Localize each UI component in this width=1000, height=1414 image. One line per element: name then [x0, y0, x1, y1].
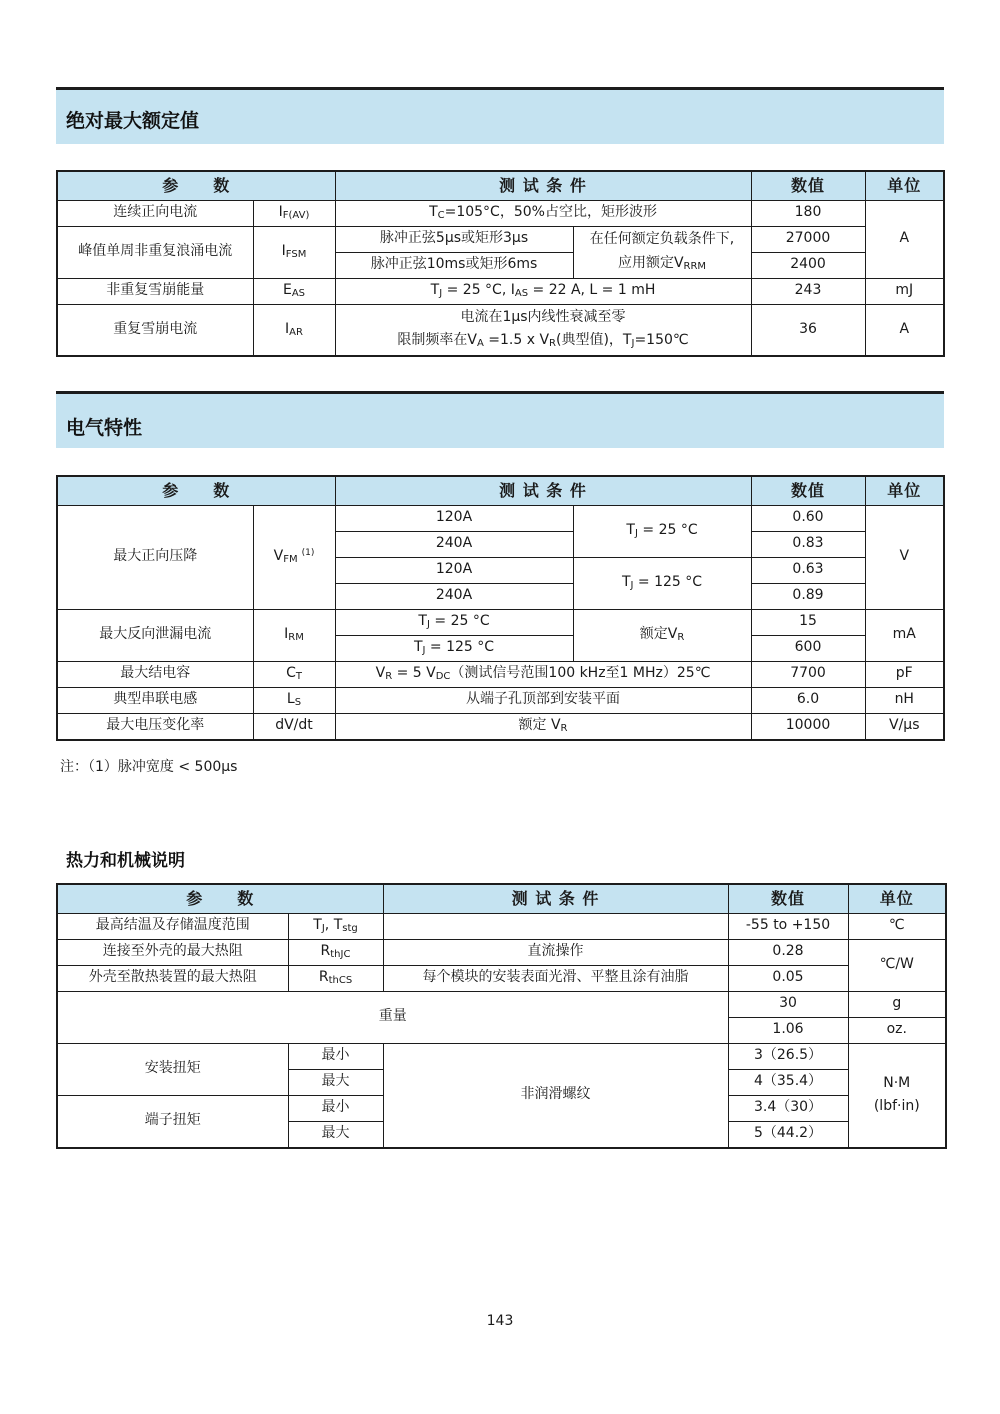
- value-cell: 7700: [751, 661, 865, 687]
- param-name: 最大反向泄漏电流: [57, 609, 253, 661]
- param-name: 连接至外壳的最大热阻: [57, 939, 288, 965]
- param-name: 典型串联电感: [57, 687, 253, 713]
- unit-cell: A: [865, 304, 944, 356]
- value-cell: 4（35.4）: [728, 1069, 848, 1095]
- param-symbol: dV/dt: [253, 713, 335, 740]
- table-row: [57, 278, 944, 304]
- table-row: [57, 661, 944, 687]
- table-header-row: [57, 476, 944, 505]
- section-header-absolute-ratings: [56, 87, 944, 144]
- param-name: 最大正向压降: [57, 505, 253, 609]
- value-cell: 600: [751, 635, 865, 661]
- value-cell: 0.05: [728, 965, 848, 991]
- test-condition: $T_J = 25$ °C, $I_{AS} = 22$ A, L = 1 mH: [335, 278, 751, 304]
- table-row: [57, 713, 944, 740]
- unit-cell: A: [865, 200, 944, 278]
- param-name: 端子扭矩: [57, 1095, 288, 1148]
- param-name: 安装扭矩: [57, 1043, 288, 1095]
- value-cell: 243: [751, 278, 865, 304]
- value-cell: 6.0: [751, 687, 865, 713]
- section-title: 绝对最大额定值: [66, 110, 200, 132]
- test-condition: 120A: [335, 505, 573, 531]
- test-condition: 从端子孔顶部到安装平面: [335, 687, 751, 713]
- test-condition: $T_J = 25$ °C: [573, 505, 751, 557]
- param-name: 外壳至散热装置的最大热阻: [57, 965, 288, 991]
- value-cell: 27000: [751, 226, 865, 252]
- param-symbol: 最大: [288, 1069, 383, 1095]
- header-param: 参 数: [57, 476, 335, 505]
- param-symbol: $E_{AS}$: [253, 278, 335, 304]
- section-title: 电气特性: [66, 417, 143, 439]
- unit-cell: g: [848, 991, 946, 1017]
- header-value: 数值: [728, 884, 848, 913]
- param-name: 最大电压变化率: [57, 713, 253, 740]
- param-symbol: $V_{FM}^{(1)}$: [253, 505, 335, 609]
- header-unit: 单位: [848, 884, 946, 913]
- value-cell: 36: [751, 304, 865, 356]
- electrical-table: [56, 475, 945, 741]
- param-symbol: $I_{RM}$: [253, 609, 335, 661]
- value-cell: 0.63: [751, 557, 865, 583]
- test-condition: $V_R = 5$ $V_{DC}$（测试信号范围100 kHz至1 MHz）25℃: [335, 661, 751, 687]
- value-cell: 0.60: [751, 505, 865, 531]
- param-name: 峰值单周非重复浪涌电流: [57, 226, 253, 278]
- table-row: [57, 965, 946, 991]
- param-name: 重量: [57, 991, 728, 1043]
- absolute-ratings-table: [56, 170, 945, 357]
- param-name: 最大结电容: [57, 661, 253, 687]
- table-row: [57, 609, 944, 635]
- param-name: 最高结温及存储温度范围: [57, 913, 288, 939]
- value-cell: 30: [728, 991, 848, 1017]
- value-cell: 1.06: [728, 1017, 848, 1043]
- unit-cell: N·M (lbf·in): [848, 1043, 946, 1148]
- page-number: 143: [486, 1313, 514, 1329]
- param-symbol: $I_{FSM}$: [253, 226, 335, 278]
- footnote: 注：（1）脉冲宽度 < 500μs: [60, 759, 238, 775]
- test-condition: $T_J = 125$ °C: [573, 557, 751, 609]
- header-cond: 测 试 条 件: [383, 884, 728, 913]
- test-condition: $T_J = 25$ °C: [335, 609, 573, 635]
- param-name: 非重复雪崩能量: [57, 278, 253, 304]
- param-name: 连续正向电流: [57, 200, 253, 226]
- param-symbol: $L_S$: [253, 687, 335, 713]
- test-condition: $T_C=105^\circ C$，50%占空比，矩形波形: [335, 200, 751, 226]
- value-cell: 10000: [751, 713, 865, 740]
- table-header-row: [57, 171, 944, 200]
- section-title-thermal: 热力和机械说明: [66, 851, 185, 871]
- section-header-electrical: [56, 391, 944, 448]
- param-symbol: $I_{AR}$: [253, 304, 335, 356]
- param-symbol: $C_T$: [253, 661, 335, 687]
- unit-cell: ℃: [848, 913, 946, 939]
- header-value: 数值: [751, 171, 865, 200]
- table-row: [57, 913, 946, 939]
- table-row: [57, 226, 944, 252]
- thermal-mechanical-table: [56, 883, 947, 1149]
- unit-cell: ℃/W: [848, 939, 946, 991]
- test-condition: 直流操作: [383, 939, 728, 965]
- unit-cell: nH: [865, 687, 944, 713]
- param-symbol: $I_{F(AV)}$: [253, 200, 335, 226]
- param-symbol: 最小: [288, 1043, 383, 1069]
- unit-cell: V/μs: [865, 713, 944, 740]
- param-symbol: $R_{thJC}$: [288, 939, 383, 965]
- table-row: [57, 505, 944, 531]
- test-condition: 电流在1μs内线性衰减至零 限制频率在$V_A =1.5$ x $V_R$(典型值)，$T_J=150℃$: [335, 304, 751, 356]
- header-param: 参 数: [57, 884, 383, 913]
- value-cell: 3.4（30）: [728, 1095, 848, 1121]
- value-cell: 3（26.5）: [728, 1043, 848, 1069]
- test-condition: 额定 $V_R$: [335, 713, 751, 740]
- test-condition: 240A: [335, 531, 573, 557]
- value-cell: 2400: [751, 252, 865, 278]
- unit-cell: mJ: [865, 278, 944, 304]
- unit-cell: pF: [865, 661, 944, 687]
- header-unit: 单位: [865, 476, 944, 505]
- header-cond: 测 试 条 件: [335, 476, 751, 505]
- param-symbol: $R_{thCS}$: [288, 965, 383, 991]
- test-condition: 240A: [335, 583, 573, 609]
- test-condition: 脉冲正弦10ms或矩形6ms: [335, 252, 573, 278]
- unit-cell: V: [865, 505, 944, 609]
- value-cell: 180: [751, 200, 865, 226]
- test-condition: 120A: [335, 557, 573, 583]
- value-cell: 15: [751, 609, 865, 635]
- table-row: [57, 200, 944, 226]
- param-symbol: 最小: [288, 1095, 383, 1121]
- table-row: [57, 687, 944, 713]
- test-condition: 脉冲正弦5μs或矩形3μs: [335, 226, 573, 252]
- test-condition: [383, 913, 728, 939]
- table-row: [57, 939, 946, 965]
- table-row: [57, 304, 944, 356]
- value-cell: -55 to +150: [728, 913, 848, 939]
- header-unit: 单位: [865, 171, 944, 200]
- value-cell: 0.89: [751, 583, 865, 609]
- test-condition: 额定$V_R$: [573, 609, 751, 661]
- test-condition: 在任何额定负载条件下, 应用额定$V_{RRM}$: [573, 226, 751, 278]
- unit-cell: mA: [865, 609, 944, 661]
- table-row: [57, 991, 946, 1017]
- test-condition: 非润滑螺纹: [383, 1043, 728, 1148]
- header-cond: 测 试 条 件: [335, 171, 751, 200]
- test-condition: $T_J = 125$ °C: [335, 635, 573, 661]
- table-header-row: [57, 884, 946, 913]
- header-value: 数值: [751, 476, 865, 505]
- param-symbol: $T_J$, $T_{stg}$: [288, 913, 383, 939]
- value-cell: 0.28: [728, 939, 848, 965]
- value-cell: 0.83: [751, 531, 865, 557]
- unit-cell: oz.: [848, 1017, 946, 1043]
- header-param: 参 数: [57, 171, 335, 200]
- test-condition: 每个模块的安装表面光滑、平整且涂有油脂: [383, 965, 728, 991]
- value-cell: 5（44.2）: [728, 1121, 848, 1148]
- param-name: 重复雪崩电流: [57, 304, 253, 356]
- param-symbol: 最大: [288, 1121, 383, 1148]
- table-row: [57, 1043, 946, 1069]
